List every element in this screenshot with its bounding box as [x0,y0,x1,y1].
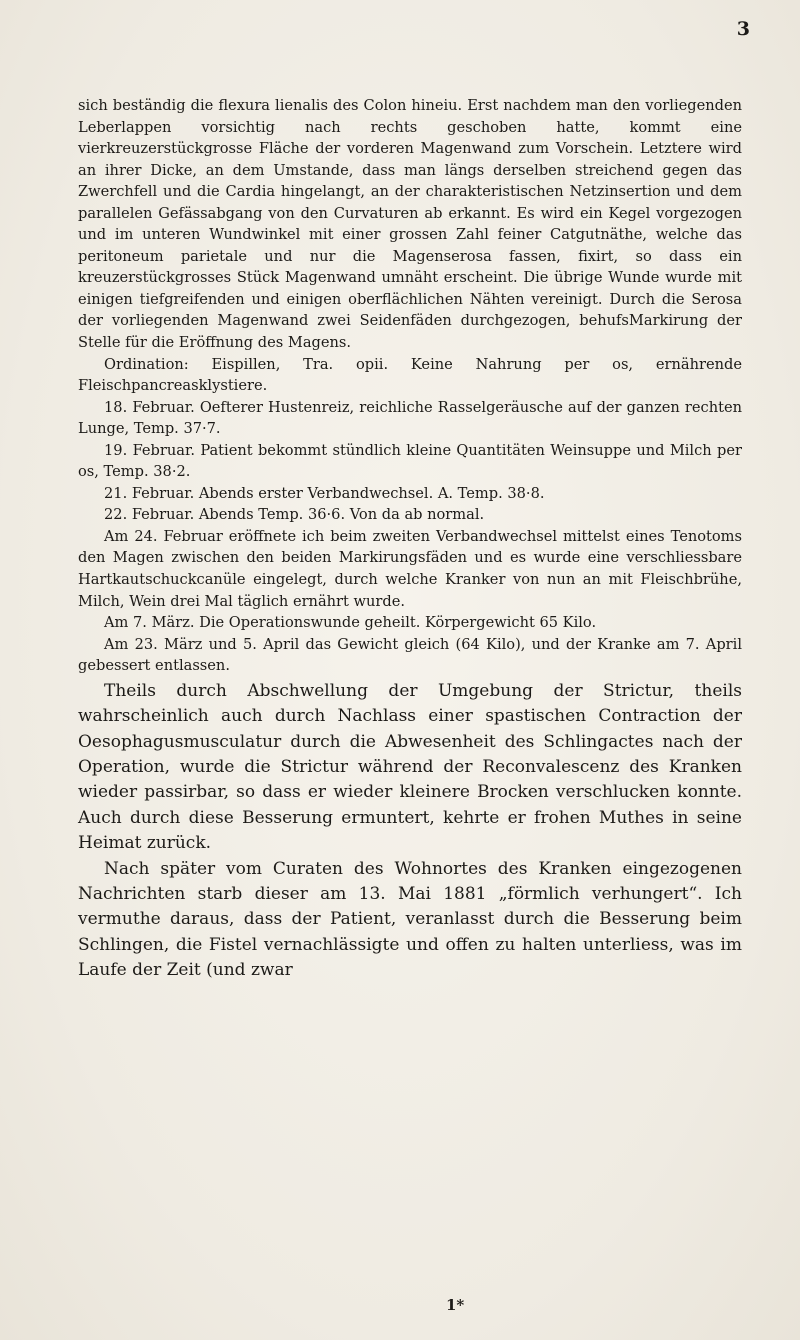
paragraph-feb-18: 18. Februar. Oefterer Hustenreiz, reichliche Rasselgeräusche auf der ganzen rechten Lunge, Temp. 37·7. [78,398,742,438]
paragraph-discussion-2: Nach später vom Curaten des Wohnortes des Kranken eingezogenen Nachrichten starb dieser am 13. Mai 1881 „förmlich verhungert“. Ich vermuthe daraus, dass der Patient, veranlasst durch die Besserung beim Schlingen, die Fistel vernachlässigte und offen zu halten unterliess, was im Laufe der Zeit (und zwar [78,858,742,981]
paragraph-ordination: Ordination: Eispillen, Tra. opii. Keine Nahrung per os, ernährende Fleischpancreasklystiere. [78,355,742,395]
paragraph-feb-19: 19. Februar. Patient bekommt stündlich kleine Quantitäten Weinsuppe und Milch per os, Temp. 38·2. [78,441,742,481]
paragraph-discussion-1: Theils durch Abschwellung der Umgebung der Strictur, theils wahrscheinlich auch durch Nachlass einer spastischen Contraction der Oesophagusmusculatur durch die Abwesenheit des Schlingactes nach der Operation, wurde die Strictur während der Reconvalescenz des Kranken wieder passirbar, so dass er wieder kleinere Brocken verschlucken konnte. Auch durch diese Besserung ermuntert, kehrte er frohen Muthes in seine Heimat zurück. [78,680,742,854]
case-report-section [78,95,742,677]
page-number: 3 [736,18,750,40]
paragraph-mar-23: Am 23. März und 5. April das Gewicht gleich (64 Kilo), und der Kranke am 7. April gebessert entlassen. [78,635,742,675]
discussion-section [78,679,742,984]
paragraph-feb-22: 22. Februar. Abends Temp. 36·6. Von da ab normal. [104,506,485,524]
paragraph-feb-24: Am 24. Februar eröffnete ich beim zweiten Verbandwechsel mittelst eines Tenotoms den Magen zwischen den beiden Markirungsfäden und es wurde eine verschliessbare Hartkautschuckcanüle eingelegt, durch welche Kranker von nun an mit Fleischbrühe, Milch, Wein drei Mal täglich ernährt wurde. [78,527,742,610]
body-text [78,95,742,984]
signature-mark: 1* [446,1296,465,1314]
paragraph-operation: sich beständig die flexura lienalis des Colon hineiu. Erst nachdem man den vorliegenden Leberlappen vorsichtig nach rechts geschoben hatte, kommt eine vierkreuzerstückgrosse Fläche der vorderen Magenwand zum Vorschein. Letztere wird an ihrer Dicke, an dem Umstande, dass man längs derselben streichend gegen das Zwerchfell und die Cardia hingelangt, an der charakteristischen Netzinsertion und dem parallelen Gefässabgang von den Curvaturen ab erkannt. Es wird ein Kegel vorgezogen und im unteren Wundwinkel mit einer grossen Zahl feiner Catgutnäthe, welche das peritoneum parietale und nur die Magenserosa fassen, fixirt, so dass ein kreuzerstückgrosses Stück Magenwand umnäht erscheint. Die übrige Wunde wurde mit einigen tiefgreifenden und einigen oberflächlichen Nähten vereinigt. Durch die Serosa der vorliegenden Magenwand zwei Seidenfäden durchgezogen, behufsMarkirung der Stelle für die Eröffnung des Magens. [78,97,742,352]
paragraph-feb-21: 21. Februar. Abends erster Verbandwechsel. A. Temp. 38·8. [104,484,545,502]
paragraph-mar-7: Am 7. März. Die Operationswunde geheilt. Körpergewicht 65 Kilo. [104,614,597,632]
